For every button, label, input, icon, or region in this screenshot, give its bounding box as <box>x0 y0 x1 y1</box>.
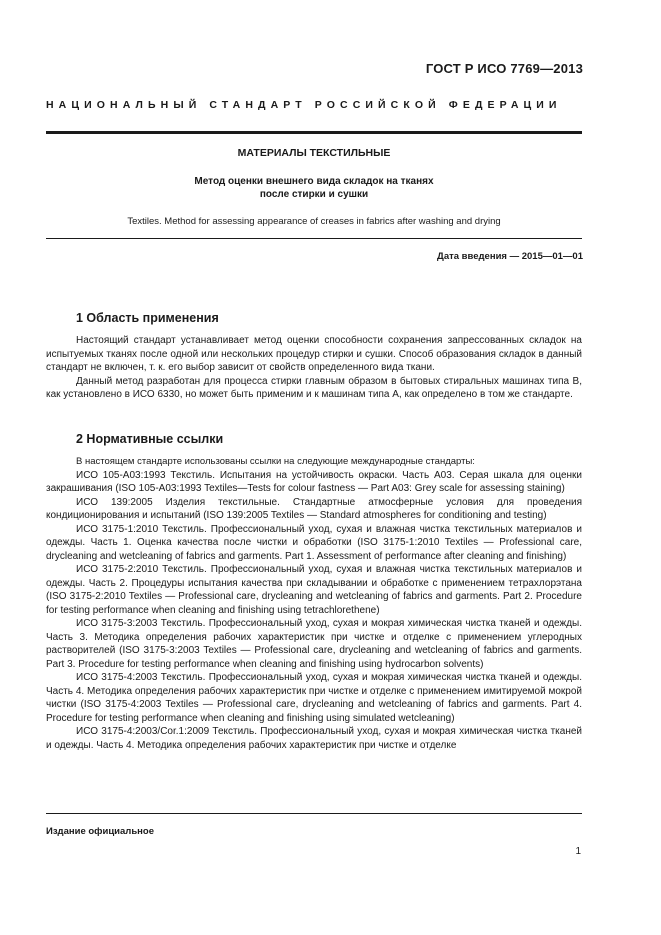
subtitle-line-1: Метод оценки внешнего вида складок на тканях <box>194 176 434 187</box>
national-standard-banner: НАЦИОНАЛЬНЫЙ СТАНДАРТ РОССИЙСКОЙ ФЕДЕРАЦИИ <box>46 99 562 111</box>
paragraph: Настоящий стандарт устанавливает метод оценки способности сохранения запрессованных складок на испытуемых тканях после одной или нескольких процедур стирки и сушки. Способ образования складок в данный стандарт не включен, т. к. его выбор зависит от свойств определенного вида ткани. <box>46 335 582 373</box>
section-scope <box>46 311 582 402</box>
english-title: Textiles. Method for assessing appearance of creases in fabrics after washing and drying <box>127 216 501 227</box>
document-title: МАТЕРИАЛЫ ТЕКСТИЛЬНЫЕ <box>237 147 391 159</box>
edition-label: Издание официальное <box>46 826 154 837</box>
title-divider <box>46 238 582 239</box>
footer-divider <box>46 813 582 814</box>
reference-item: ИСО 105-А03:1993 Текстиль. Испытания на устойчивость окраски. Часть А03. Серая шкала для оценки закрашивания (ISO 105-A03:1993 Textiles—Tests for colour fastness — Part A03: Grey scale for assessing staining) <box>46 469 582 494</box>
introduction-date: Дата введения — 2015—01—01 <box>437 251 583 262</box>
section-heading: 2 Нормативные ссылки <box>76 432 224 446</box>
reference-item: ИСО 139:2005 Изделия текстильные. Стандартные атмосферные условия для проведения кондиционирования и испытаний (ISO 139:2005 Textiles — Standard atmospheres for conditioning and testing) <box>46 496 582 521</box>
paragraph: В настоящем стандарте использованы ссылки на следующие международные стандарты: <box>76 456 475 467</box>
reference-item: ИСО 3175-1:2010 Текстиль. Профессиональный уход, сухая и влажная чистка текстильных материалов и одежды. Часть 1. Оценка качества после чистки и обработки (ISO 3175-1:2010 Textiles — Professional care, drycleaning and wetcleaning of fabrics and garments. Part 1. Assessment of performance after cleaning and finishing) <box>46 523 582 562</box>
subtitle-line-2: после стирки и сушки <box>259 189 369 200</box>
section-heading: 1 Область применения <box>76 311 219 325</box>
reference-item: ИСО 3175-4:2003/Cor.1:2009 Текстиль. Профессиональный уход, сухая и мокрая химическая чистка тканей и одежды. Часть 4. Методика определения рабочих характеристик при чистке и отделке <box>46 726 582 751</box>
standard-code: ГОСТ Р ИСО 7769—2013 <box>425 61 583 76</box>
section-normative-references <box>46 432 582 752</box>
reference-item: ИСО 3175-2:2010 Текстиль. Профессиональный уход, сухая и влажная чистка текстильных материалов и одежды. Часть 2. Процедуры испытания качества при складывании и обработке с применением тетрахлорэтана (ISO 3175-2:2010 Textiles — Professional care, drycleaning and wetcleaning of fabrics and garments. Part 2. Procedure for testing performance when cleaning and finishing using tetrachlorethene) <box>46 564 582 616</box>
page-number: 1 <box>575 846 581 857</box>
header-divider <box>46 131 582 134</box>
paragraph: Данный метод разработан для процесса стирки главным образом в бытовых стиральных машинах типа В, как установлено в ИСО 6330, но может быть применим и к машинам типа А, как определено в том же стандарте. <box>46 375 582 400</box>
document-subtitle <box>46 175 582 201</box>
reference-item: ИСО 3175-4:2003 Текстиль. Профессиональный уход, сухая и мокрая химическая чистка тканей и одежды. Часть 4. Методика определения рабочих характеристик при чистке и отделке с применением имитируемой мокрой чистки (ISO 3175-4:2003 Textiles — Professional care, drycleaning and wetcleaning of fabrics and garments. Part 4. Procedure for testing performance when cleaning and finishing using simulated wetcleaning) <box>46 672 582 724</box>
reference-item: ИСО 3175-3:2003 Текстиль. Профессиональный уход, сухая и мокрая химическая чистка тканей и одежды. Часть 3. Методика определения рабочих характеристик при чистке и отделке с применением углеродных растворителей (ISO 3175-3:2003 Textiles — Professional care, drycleaning and wetcleaning of fabrics and garments. Part 3. Procedure for testing performance when cleaning and finishing using hydrocarbon solvents) <box>46 618 582 670</box>
